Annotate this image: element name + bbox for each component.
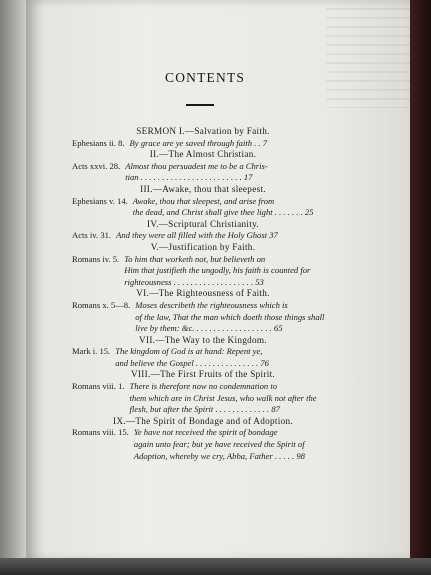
sermon-text [130, 381, 334, 416]
sermon-text [135, 300, 334, 335]
text-line: Moses describeth the righteousness which is [135, 299, 288, 310]
facing-page-edge [0, 0, 26, 575]
text-line: them which are in Christ Jesus, who walk not after the [129, 392, 317, 403]
sermon-entry [72, 196, 334, 219]
text-line: of the law, That the man which doeth those things shall [135, 311, 325, 322]
scripture-reference: Mark i. 15. [72, 346, 111, 357]
scripture-reference: Romans viii. 1. [72, 381, 125, 392]
sermon-entry [72, 346, 334, 369]
sermon-heading: V.—Justification by Faith. [150, 241, 256, 252]
scripture-reference: Acts iv. 31. [72, 230, 112, 241]
text-line: By grace are ye saved through faith . . 7 [129, 137, 268, 148]
page-title: CONTENTS [165, 70, 246, 85]
sermon-heading: VI.—The Righteousness of Faith. [136, 288, 270, 299]
text-line: and believe the Gospel . . . . . . . . . . . . . . . 76 [115, 357, 269, 368]
sermon-text [125, 161, 334, 184]
sermon-heading: II.—The Almost Christian. [149, 149, 257, 160]
scripture-reference: Acts xxvi. 28. [72, 160, 121, 171]
scripture-reference: Romans iv. 5. [72, 253, 120, 264]
text-line: To him that worketh not, but believeth on [124, 253, 266, 264]
sermon-heading: SERMON I.—Salvation by Faith. [136, 126, 270, 136]
text-line: Ye have not received the spirit of bondage [133, 427, 278, 438]
scripture-reference: Ephesians v. 14. [72, 195, 128, 206]
text-line: There is therefore now no condemnation to [129, 381, 278, 392]
contents-list [72, 126, 334, 462]
sermon-heading: VII.—The Way to the Kingdom. [139, 334, 267, 345]
text-line: flesh, but after the Spirit . . . . . . . . . . . . . 87 [129, 404, 280, 415]
sermon-heading: IV.—Scriptural Christianity. [146, 218, 259, 229]
text-line: Adoption, whereby we cry, Abba, Father . . . . . 98 [133, 450, 305, 461]
title-rule [186, 104, 214, 106]
text-line: Awake, thou that sleepest, and arise from [132, 195, 275, 206]
scripture-reference: Romans x. 5—8. [72, 299, 131, 310]
text-line: live by them: &c. . . . . . . . . . . . . . . . . . . 65 [135, 323, 283, 334]
sermon-entry [72, 254, 334, 289]
text-line: the dead, and Christ shall give thee light . . . . . . . 25 [132, 207, 314, 218]
text-line: And they were all filled with the Holy Ghost 37 [116, 230, 278, 241]
sermon-text [116, 230, 334, 242]
sermon-entry [72, 138, 334, 150]
sermon-heading: VIII.—The First Fruits of the Spirit. [130, 369, 276, 380]
sermon-heading: IX.—The Spirit of Bondage and of Adoption. [113, 415, 293, 426]
page-bottom-edge [0, 558, 431, 575]
sermon-entry [72, 300, 334, 335]
book-cover-edge [410, 0, 431, 560]
text-line: again unto fear; but ye have received the Spirit of [133, 439, 305, 450]
text-line: The kingdom of God is at hand: Repent ye, [115, 346, 263, 357]
sermon-text [134, 427, 334, 462]
scripture-reference: Romans viii. 15. [72, 427, 129, 438]
sermon-text [124, 254, 334, 289]
scripture-reference: Ephesians ii. 8. [72, 137, 125, 148]
text-line: Almost thou persuadest me to be a Chris- [125, 160, 268, 171]
sermon-entry [72, 381, 334, 416]
text-line: righteousness . . . . . . . . . . . . . . . . . . . 53 [124, 276, 264, 287]
text-line: Him that justifieth the ungodly, his faith is counted for [124, 265, 311, 276]
sermon-text [115, 346, 334, 369]
text-line: tian . . . . . . . . . . . . . . . . . . . . . . . . 17 [125, 172, 253, 183]
sermon-entry [72, 427, 334, 462]
sermon-text [133, 196, 334, 219]
sermon-entry [72, 161, 334, 184]
sermon-heading: III.—Awake, thou that sleepest. [140, 183, 266, 194]
sermon-entry [72, 230, 334, 242]
sermon-text [130, 138, 334, 150]
show-through-text [326, 8, 411, 108]
